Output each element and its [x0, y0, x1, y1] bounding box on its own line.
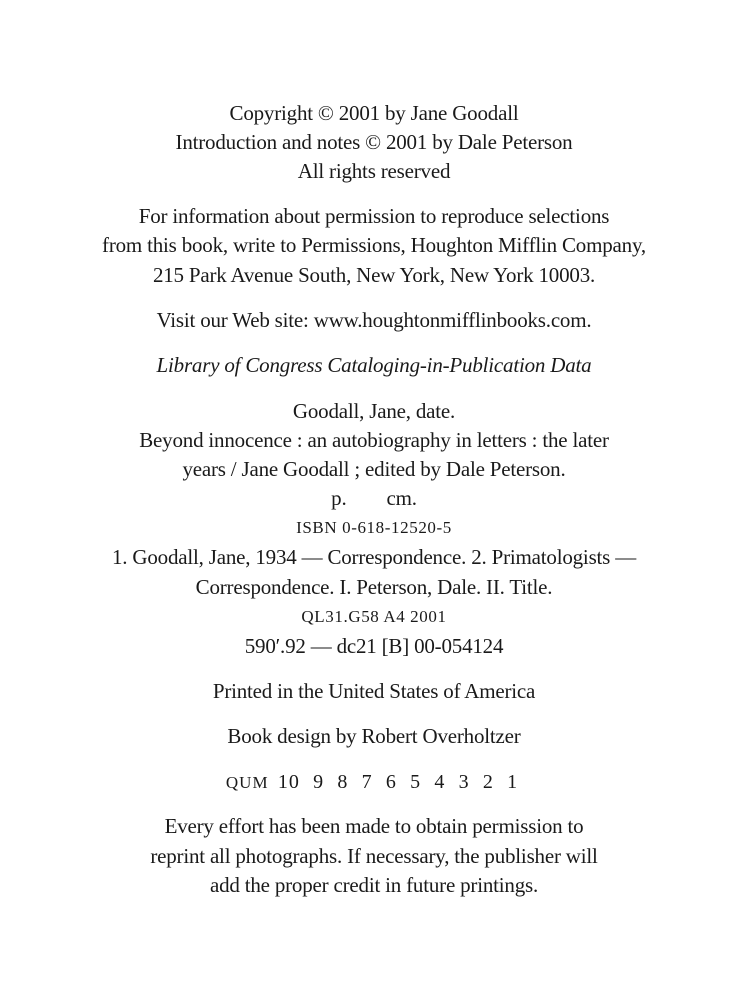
printing-number: 10 [277, 771, 300, 793]
cip-physical-description [0, 484, 748, 512]
cip-title-line-2: years / Jane Goodall ; edited by Dale Peterson. [182, 457, 566, 481]
cip-subjects-line-1: 1. Goodall, Jane, 1934 — Correspondence. 2. Primatologists — [111, 545, 636, 569]
cip-cm: cm. [386, 486, 417, 510]
printing-number: 5 [410, 771, 422, 793]
printed-in: Printed in the United States of America [212, 679, 536, 703]
cip-dewey: 590′.92 — dc21 [B] 00-054124 [244, 634, 504, 658]
book-design: Book design by Robert Overholtzer [227, 724, 521, 748]
printing-number: 4 [434, 771, 446, 793]
printing-number: 3 [458, 771, 470, 793]
notice-line-2: reprint all photographs. If necessary, the publisher will [150, 844, 598, 868]
permissions-line-3: 215 Park Avenue South, New York, New York 10003. [152, 263, 596, 287]
cip-author: Goodall, Jane, date. [292, 399, 456, 423]
cip-heading: Library of Congress Cataloging-in-Publication Data [156, 353, 592, 377]
permissions-line-2: from this book, write to Permissions, Houghton Mifflin Company, [102, 233, 646, 257]
notice-line-3: add the proper credit in future printings. [209, 873, 539, 897]
cip-subjects-line-2: Correspondence. I. Peterson, Dale. II. Title. [195, 575, 553, 599]
cip-pages: p. [331, 486, 347, 510]
permissions-line-1: For information about permission to reproduce selections [138, 204, 610, 228]
printing-number: 1 [507, 771, 519, 793]
printing-number: 6 [385, 771, 397, 793]
printing-number: 9 [313, 771, 325, 793]
copyright-line-1: Copyright © 2001 by Jane Goodall [229, 101, 519, 125]
cip-title-line-1: Beyond innocence : an autobiography in letters : the later [139, 428, 609, 452]
printing-number: 8 [337, 771, 349, 793]
rights-reserved: All rights reserved [297, 159, 451, 183]
printing-line [0, 768, 748, 797]
printing-number: 7 [361, 771, 373, 793]
cip-call-number: QL31.G58 A4 2001 [301, 607, 447, 626]
printing-number: 2 [482, 771, 494, 793]
notice-line-1: Every effort has been made to obtain permission to [164, 814, 584, 838]
cip-isbn: ISBN 0-618-12520-5 [296, 518, 452, 537]
copyright-line-2: Introduction and notes © 2001 by Dale Peterson [175, 130, 573, 154]
website-line: Visit our Web site: www.houghtonmifflinbooks.com. [156, 308, 592, 332]
printer-code: QUM [225, 773, 269, 792]
